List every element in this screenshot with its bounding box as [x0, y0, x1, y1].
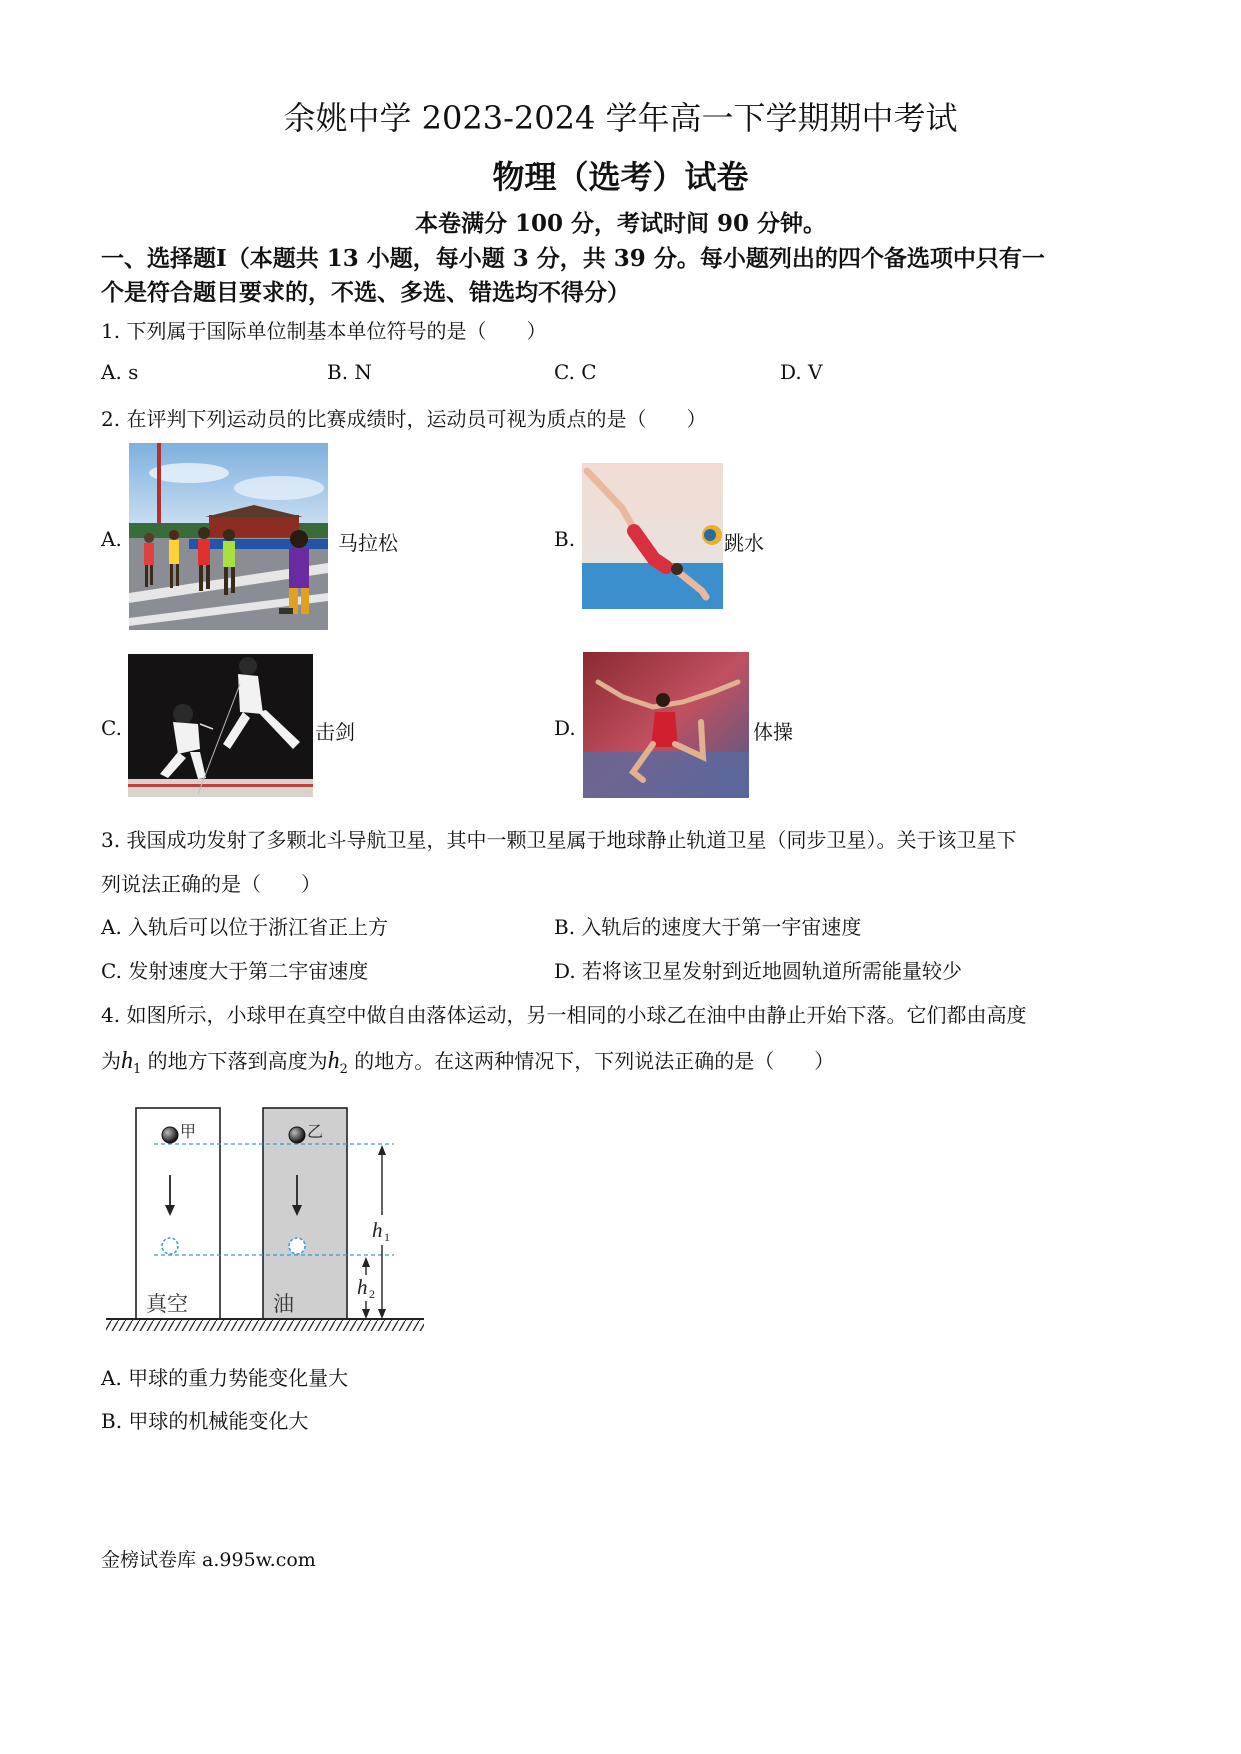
ball-b-final [289, 1238, 305, 1254]
footer-source: 金榜试卷库 a.995w.com [101, 1549, 316, 1571]
q1-option-a: A. s [101, 360, 139, 384]
q2-option-c-caption: 击剑 [315, 720, 355, 744]
section-heading-line1: 一、选择题Ⅰ（本题共 13 小题，每小题 3 分，共 39 分。每小题列出的四个备选项中只有一 [101, 245, 1045, 272]
oil-tube [263, 1108, 347, 1319]
q4-option-b: B. 甲球的机械能变化大 [101, 1409, 309, 1433]
fencing-photo [128, 654, 313, 797]
exam-info: 本卷满分 100 分，考试时间 90 分钟。 [414, 210, 827, 237]
q3-stem-line2: 列说法正确的是（ ） [101, 872, 321, 896]
h2-label: h [357, 1275, 368, 1299]
oil-label: 油 [273, 1292, 294, 1316]
q4-stem-line1: 4. 如图所示，小球甲在真空中做自由落体运动，另一相同的小球乙在油中由静止开始下落。它们都由高度 [101, 1003, 1027, 1027]
q1-option-c: C. C [554, 360, 597, 384]
exam-subtitle: 物理（选考）试卷 [492, 158, 749, 196]
q3-option-b: B. 入轨后的速度大于第一宇宙速度 [554, 915, 862, 939]
marathon-photo [129, 443, 328, 630]
q3-option-d: D. 若将该卫星发射到近地圆轨道所需能量较少 [554, 959, 963, 983]
q1-option-b: B. N [327, 360, 372, 384]
h1-label: h [372, 1218, 383, 1242]
falling-balls-diagram [104, 1105, 426, 1335]
ball-b-label: 乙 [307, 1122, 324, 1141]
ball-a-label: 甲 [180, 1122, 197, 1141]
q2-option-c-letter: C. [101, 716, 122, 740]
h1-sub: 1 [384, 1230, 390, 1244]
q2-stem: 2. 在评判下列运动员的比赛成绩时，运动员可视为质点的是（ ） [101, 407, 707, 431]
gymnastics-photo [583, 652, 749, 798]
exam-title: 余姚中学 2023-2024 学年高一下学期期中考试 [283, 99, 958, 137]
section-heading-line2: 个是符合题目要求的，不选、多选、错选均不得分） [101, 279, 630, 306]
h2-sub: 2 [369, 1287, 375, 1301]
q1-stem: 1. 下列属于国际单位制基本单位符号的是（ ） [101, 319, 547, 343]
q2-option-a-letter: A. [101, 527, 122, 551]
q4-option-a: A. 甲球的重力势能变化量大 [101, 1366, 349, 1390]
ball-b [289, 1127, 305, 1143]
q2-option-a-caption: 马拉松 [338, 531, 398, 555]
q3-stem-line1: 3. 我国成功发射了多颗北斗导航卫星，其中一颗卫星属于地球静止轨道卫星（同步卫星）。关于该卫星下 [101, 828, 1017, 852]
q4-stem-line2: 为$h_1$ 的地方下落到高度为$h_2$ 的地方。在这两种情况下，下列说法正确的是（ ） [101, 1048, 835, 1077]
diving-photo [582, 463, 723, 609]
vacuum-tube [136, 1108, 220, 1319]
ground-hatch [106, 1320, 424, 1331]
q2-option-d-caption: 体操 [753, 720, 793, 744]
q2-option-d-letter: D. [554, 716, 576, 740]
ball-a [162, 1127, 178, 1143]
q1-option-d: D. V [780, 360, 823, 384]
q3-option-a: A. 入轨后可以位于浙江省正上方 [101, 915, 389, 939]
q4-figure [104, 1105, 426, 1335]
vacuum-label: 真空 [146, 1292, 188, 1316]
q2-option-b-letter: B. [554, 527, 576, 551]
q2-option-b-caption: 跳水 [724, 531, 764, 555]
q3-option-c: C. 发射速度大于第二宇宙速度 [101, 959, 369, 983]
